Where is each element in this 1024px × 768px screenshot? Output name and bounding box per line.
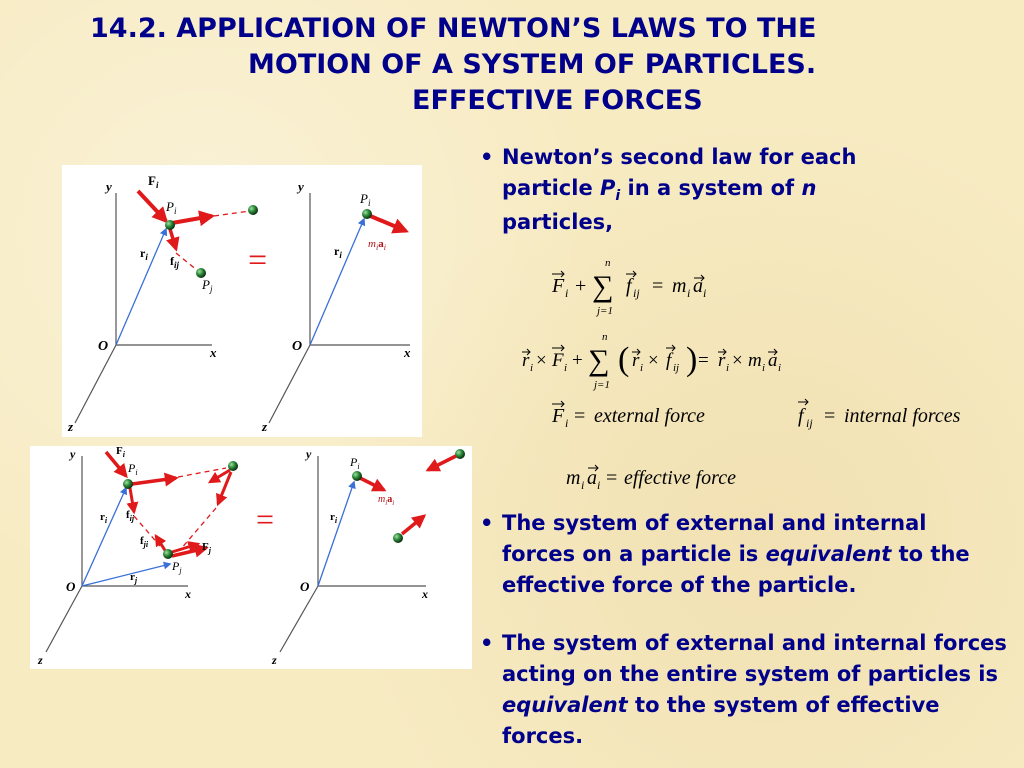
eq3-eq: = xyxy=(574,405,586,427)
Pi-label: $P_i$ xyxy=(128,461,138,477)
ri-label: $r_i$ xyxy=(140,246,148,262)
eq2-r3: r xyxy=(718,350,726,371)
eq2-rparen: ) xyxy=(686,341,698,378)
effective-force-j xyxy=(402,516,424,534)
eq2-times2: × xyxy=(648,350,659,371)
eq2-eq: = xyxy=(698,350,709,371)
particle-Pi-2 xyxy=(352,471,362,481)
axes-left xyxy=(75,193,212,423)
position-vector-rj xyxy=(82,564,170,586)
eq1-n: n xyxy=(605,257,611,269)
ri2-label: $r_i$ xyxy=(334,244,342,260)
particle-Pi xyxy=(123,479,133,489)
eq2-m: m xyxy=(748,350,762,371)
eq3-external-force: external force xyxy=(594,405,705,427)
Fi-label: $F_i$ xyxy=(116,446,125,459)
eq1-eq: = xyxy=(652,275,664,297)
axis-x2-label: x xyxy=(404,345,411,360)
particle-other xyxy=(248,205,258,215)
eq1-m-sub: i xyxy=(687,286,691,300)
eq1-f-sub: ij xyxy=(633,286,640,300)
particle-third xyxy=(228,461,238,471)
equation-3 xyxy=(548,396,1008,436)
figure-system-svg xyxy=(30,446,472,669)
eq1-plus: + xyxy=(575,275,587,297)
external-force-Fi-arrow xyxy=(138,191,166,221)
eq2-a: a xyxy=(768,350,778,371)
eq1-a: a xyxy=(693,275,703,297)
equals-sign: = xyxy=(256,501,275,537)
eq4-effective-force: effective force xyxy=(624,467,736,489)
eq2-F: F xyxy=(552,350,564,371)
eq3-F-sub: i xyxy=(565,416,569,430)
eq1-a-sub: i xyxy=(703,286,707,300)
eq2-F-sub: i xyxy=(564,362,568,374)
effective-force-i xyxy=(360,478,384,490)
title-line-3: EFFECTIVE FORCES xyxy=(412,85,703,116)
equation-1 xyxy=(548,252,748,322)
title-line-1: 14.2. APPLICATION OF NEWTON’S LAWS TO THE xyxy=(90,13,817,44)
rj-label: $r_j$ xyxy=(130,571,138,585)
figure-single-particle xyxy=(62,165,422,437)
figure-single-particle-svg xyxy=(62,165,422,437)
position-vector-ri-2 xyxy=(310,219,364,345)
fji-label: $f_{ji}$ xyxy=(140,535,149,549)
Pj-label: $P_j$ xyxy=(202,277,213,294)
origin-label: O xyxy=(66,579,76,594)
eq2-r-sub: i xyxy=(530,362,534,374)
eq4-a: a xyxy=(587,467,597,489)
eq3-eq2: = xyxy=(824,405,836,427)
internal-force-arrow xyxy=(172,216,212,223)
Pi2-label: $P_i$ xyxy=(350,455,360,471)
eq4-a-sub: i xyxy=(597,478,601,492)
eq2-n: n xyxy=(602,331,608,343)
fij-label: $f_{ij}$ xyxy=(126,509,135,523)
axis-x-label: x xyxy=(185,587,191,601)
eq4-eq: = xyxy=(606,467,618,489)
axis-y-label: y xyxy=(70,447,76,461)
figure-system-of-particles xyxy=(30,446,472,669)
internal-arrow-1 xyxy=(132,478,176,484)
eq2-times: × xyxy=(536,350,547,371)
dashed-2 xyxy=(180,508,216,550)
fij-label: $f_{ij}$ xyxy=(170,254,180,270)
Pi-label: $P_i$ xyxy=(166,199,177,216)
eq2-plus: + xyxy=(572,350,583,371)
particle-Pi-2 xyxy=(362,209,372,219)
eq3-internal-forces: internal forces xyxy=(844,405,961,427)
fij-arrow xyxy=(170,229,176,249)
eq1-f: f xyxy=(626,275,632,297)
ri2-label: $r_i$ xyxy=(330,511,338,525)
effective-force-arrow xyxy=(368,215,406,231)
effective-force-third xyxy=(428,456,456,470)
equation-2 xyxy=(518,330,838,400)
axes-right xyxy=(269,193,410,423)
particle-Pj xyxy=(163,549,173,559)
eq2-lparen: ( xyxy=(618,341,630,378)
particle-Pj-2 xyxy=(393,533,403,543)
eq3-f: f xyxy=(798,405,804,427)
eq3-f-sub: ij xyxy=(806,416,813,430)
origin-label: O xyxy=(98,339,109,354)
eq2-m-sub: i xyxy=(762,362,766,374)
axis-y2-label: y xyxy=(298,179,304,194)
eq2-r2-sub: i xyxy=(640,362,644,374)
title-line-2: MOTION OF A SYSTEM OF PARTICLES. xyxy=(248,49,817,80)
equals-sign: = xyxy=(248,242,268,279)
eq2-a-sub: i xyxy=(778,362,782,374)
eq3-F: F xyxy=(552,405,565,427)
axis-z-label: z xyxy=(68,419,74,434)
eq2-f-sub: ij xyxy=(673,362,680,374)
eq2-r: r xyxy=(522,350,530,371)
axis-x2-label: x xyxy=(422,587,428,601)
dashed-connector xyxy=(214,211,250,216)
Pj-label: $P_j$ xyxy=(172,559,182,575)
eq4-m-sub: i xyxy=(581,478,585,492)
fij-arrow xyxy=(130,488,134,512)
axis-y-label: y xyxy=(106,179,112,194)
bullet-newton-second-law: • Newton’s second law for each particle $P_i$ in a system of n particles, xyxy=(478,142,922,238)
bullet-system-equivalent: • The system of external and internal forces acting on the entire system of particles is equivalent to the system of effective forces. xyxy=(478,628,1012,752)
eq2-times3: × xyxy=(732,350,743,371)
axis-y2-label: y xyxy=(306,447,312,461)
position-vector-ri xyxy=(82,488,126,586)
axis-z2-label: z xyxy=(262,419,268,434)
eq1-F: F xyxy=(552,275,565,297)
Fj-label: $F_j$ xyxy=(202,541,211,555)
bullet-particle-equivalent: • The system of external and internal forces on a particle is equivalent to the effective force of the particle. xyxy=(478,508,1002,601)
eq2-sigma: ∑ xyxy=(588,344,610,377)
eq1-sigma: ∑ xyxy=(592,270,614,303)
eq2-r2: r xyxy=(632,350,640,371)
particle-Pi xyxy=(165,220,175,230)
Pi2-label: $P_i$ xyxy=(360,191,371,208)
axis-x-label: x xyxy=(210,345,217,360)
eq2-r3-sub: i xyxy=(726,362,730,374)
equation-4 xyxy=(564,458,804,494)
position-vector-ri-2 xyxy=(318,482,354,586)
axis-z2-label: z xyxy=(272,653,277,667)
Fi-label: $F_i$ xyxy=(148,173,159,190)
eq1-j1: j=1 xyxy=(597,305,613,317)
axis-z-label: z xyxy=(38,653,43,667)
miai-label: $m_ia_i$ xyxy=(368,238,386,252)
eq4-m: m xyxy=(566,467,581,489)
origin2-label: O xyxy=(292,339,303,354)
miai-label: $m_ia_i$ xyxy=(378,494,395,507)
ri-label: $r_i$ xyxy=(100,511,108,525)
dashed-connector-2 xyxy=(176,253,198,271)
eq1-m: m xyxy=(672,275,687,297)
eq2-j1: j=1 xyxy=(594,379,610,391)
origin2-label: O xyxy=(300,579,310,594)
eq1-F-sub: i xyxy=(565,286,569,300)
eq2-f: f xyxy=(666,350,672,371)
